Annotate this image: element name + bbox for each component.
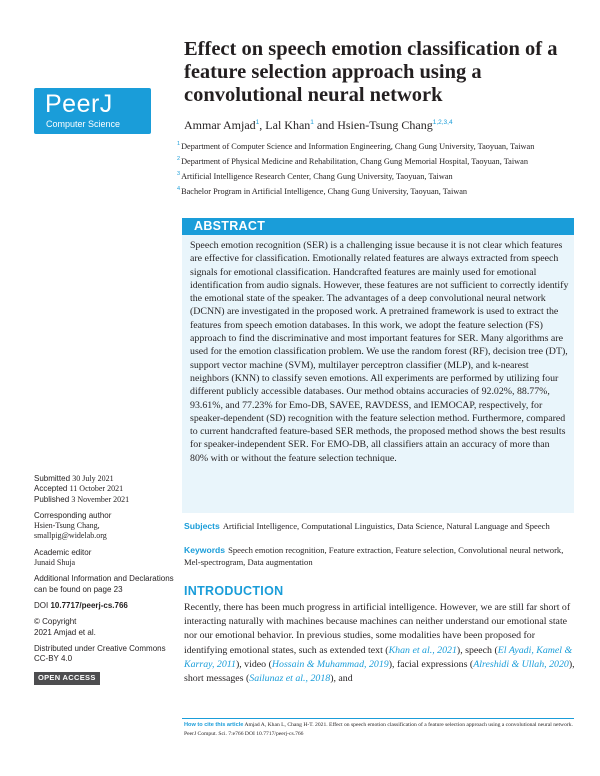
corresponding-author-name: Hsien-Tsung Chang, [34, 521, 100, 531]
logo-journal: Computer Science [46, 119, 121, 129]
affiliation-item: $^3$Artificial Intelligence Research Center, Chang Gung University, Taoyuan, Taiwan [177, 170, 453, 181]
academic-editor-label: Academic editor [34, 547, 92, 557]
citation-link[interactable]: Khan et al., 2021 [388, 644, 457, 656]
paper-title: Effect on speech emotion classification of a feature selection approach using a convolutional neural network [184, 38, 558, 106]
author-affiliation-ref: 1,2,3,4 [432, 119, 453, 126]
submitted-date: Submitted 30 July 2021 [34, 474, 114, 483]
author-affiliation-ref: 1 [310, 119, 314, 126]
author-name: Ammar Amjad [184, 118, 256, 132]
subjects [184, 521, 576, 533]
citation-link[interactable]: Alreshidi & Ullah, 2020 [473, 658, 569, 670]
citation-footer [184, 721, 576, 739]
additional-info[interactable]: Additional Information and Declarations can be found on page 23 [34, 574, 174, 594]
published-date: Published 3 November 2021 [34, 494, 130, 504]
citation-label: How to cite this article [184, 722, 244, 728]
accepted-date: Accepted 11 October 2021 [34, 484, 124, 494]
logo-brand: PeerJ [45, 90, 113, 118]
keywords-label: Keywords [184, 545, 226, 555]
license[interactable]: Distributed under Creative Commons CC-BY 4.0 [34, 643, 166, 664]
abstract-heading: ABSTRACT [182, 218, 574, 235]
corresponding-author-email[interactable]: smallpig@widelab.org [34, 531, 107, 541]
citation-link[interactable]: Hossain & Muhammad, 2019 [271, 658, 389, 670]
introduction-heading: INTRODUCTION [184, 584, 284, 598]
corresponding-author-label: Corresponding author [34, 510, 112, 520]
introduction-text: Recently, there has been much progress in artificial intelligence. However, we are still far short of interacting naturally with machines because machines can neither understand our emotional state nor our emotional behavior. In previous studies, some modalities have been proposed for identifying emotional states, such as extended text (Khan et al., 2021), speech (El Ayadi, Kamel & Karray, 2011), video (Hossain & Muhammad, 2019), facial expressions (Alreshidi & Ullah, 2020), short messages (Sailunaz et al., 2018), and [184, 602, 575, 685]
abstract-text: Speech emotion recognition (SER) is a challenging issue because it is not clear which features are effective for classification. Emotionally related features are always extracted from speech signals for emotional classification. Handcrafted features are mainly used for emotional identification from audio signals. However, these features are not sufficient to correctly identify the emotional state of the speaker. The advantages of a deep convolutional neural network (DCNN) are investigated in the proposed work. A pretrained framework is used to extract the features from speech emotion databases. In this work, we adopt the feature selection (FS) approach to find the discriminative and most important features for SER. Many algorithms are used for the emotion classification problem. We use the random forest (RF), decision tree (DT), support vector machine (SVM), multilayer perceptron classifier (MLP), and k-nearest neighbors (KNN) to classify seven emotions. All experiments are performed by utilizing four different publicly accessible databases. Our method obtains accuracies of 92.02%, 88.77%, 93.61%, and 77.23% for Emo-DB, SAVEE, RAVDESS, and IEMOCAP, respectively, for speaker-dependent (SD) recognition with the feature selection method. Furthermore, compared to current handcrafted feature-based SER methods, the proposed method shows the best results for speaker-independent SER. For EMO-DB, all classifiers attain an accuracy of more than 80% with or without the feature selection technique. [190, 240, 569, 464]
author-conjunction: and [316, 118, 335, 132]
author-name: Hsien-Tsung Chang [337, 118, 433, 132]
affiliation-item: $^1$Department of Computer Science and Information Engineering, Chang Gung University, Taoyuan, Taiwan [177, 141, 535, 151]
keywords-text: Speech emotion recognition, Feature extraction, Feature selection, Convolutional neural network, Mel-spectrogram, Data augmentation [184, 545, 564, 567]
affiliation-item: $^2$Department of Physical Medicine and Rehabilitation, Chang Gung Memorial Hospital, Taoyuan, Taiwan [177, 155, 528, 166]
footer-divider [182, 718, 574, 719]
citation-link[interactable]: El Ayadi, Kamel & Karray, 2011 [184, 644, 573, 670]
open-access-badge: OPEN ACCESS [34, 672, 100, 684]
copyright: © Copyright [34, 617, 77, 627]
subjects-text: Artificial Intelligence, Computational Linguistics, Data Science, Natural Language and Speech [222, 521, 550, 531]
author-list: Ammar Amjad$^1$, Lal Khan$^1$ and Hsien-Tsung Chang$^{1,2,3,4}$ [184, 118, 453, 132]
author-name: Lal Khan [265, 118, 311, 132]
copyright-holder: 2021 Amjad et al. [34, 627, 96, 637]
affiliation-item: $^4$Bachelor Program in Artificial Intelligence, Chang Gung University, Taoyuan, Taiwan [177, 185, 468, 196]
copyright-icon: © [34, 617, 40, 627]
affiliation-list [177, 138, 577, 198]
doi[interactable]: DOI 10.7717/peerj-cs.766 [34, 600, 128, 610]
citation-link[interactable]: Sailunaz et al., 2018 [249, 673, 331, 685]
article-info-sidebar [34, 474, 174, 685]
citation-text: Amjad A, Khan L, Chang H-T. 2021. Effect on speech emotion classification of a feature selection approach using a convolutional neural network. PeerJ Comput. Sci. 7:e766 DOI 10.7717/peerj-cs.766 [184, 722, 573, 737]
peerj-logo [34, 88, 151, 134]
subjects-label: Subjects [184, 521, 220, 531]
academic-editor-name: Junaid Shuja [34, 558, 76, 568]
author-affiliation-ref: 1 [255, 119, 260, 126]
keywords [184, 545, 576, 568]
